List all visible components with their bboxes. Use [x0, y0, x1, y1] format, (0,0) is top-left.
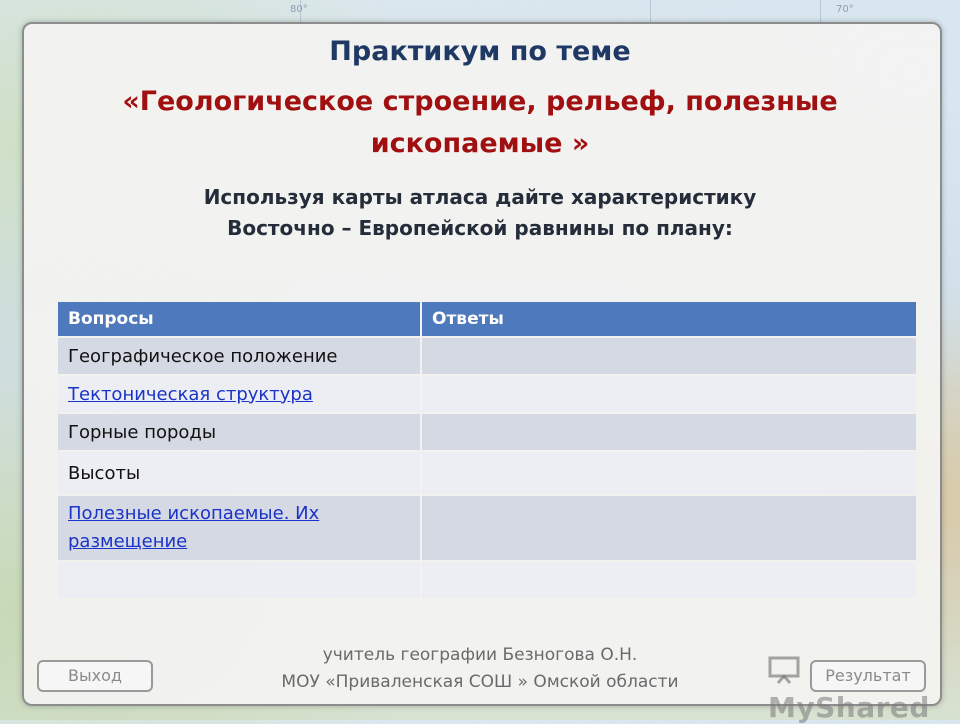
table-row	[58, 414, 916, 450]
header-answers: Ответы	[422, 302, 916, 336]
footer-author: учитель географии Безногова О.Н.	[322, 645, 638, 665]
answer-cell[interactable]	[422, 414, 916, 450]
map-grid-label: 80°	[290, 4, 308, 15]
answer-cell[interactable]	[422, 376, 916, 412]
presentation-icon	[768, 654, 800, 691]
footer-school: МОУ «Приваленская СОШ » Омской области	[281, 672, 679, 692]
minerals-link[interactable]	[68, 503, 319, 552]
slide-title-line-2: «Геологическое строение, рельеф, полезные	[122, 86, 838, 117]
map-meridian-2	[650, 0, 651, 22]
answer-cell[interactable]	[422, 496, 916, 560]
answer-cell[interactable]	[422, 452, 916, 494]
question-cell	[58, 496, 420, 560]
table-row	[58, 562, 916, 598]
question-cell	[58, 562, 420, 598]
answer-cell[interactable]	[422, 338, 916, 374]
table-row	[58, 338, 916, 374]
question-cell: Горные породы	[58, 414, 420, 450]
slide-title-line-3: ископаемые »	[370, 128, 590, 159]
answer-cell[interactable]	[422, 562, 916, 598]
result-button[interactable]: Результат	[810, 660, 926, 692]
task-instruction-line-1: Используя карты атласа дайте характеристику	[203, 185, 757, 209]
question-cell	[58, 376, 420, 412]
task-instruction-line-2: Восточно – Европейской равнины по плану:	[227, 216, 733, 240]
slide-title-topic	[0, 81, 960, 165]
watermark	[768, 654, 930, 724]
minerals-link-line-2: размещение	[68, 531, 188, 552]
table-row	[58, 376, 916, 412]
task-instruction	[0, 182, 960, 244]
map-meridian-3	[820, 0, 821, 22]
table-row	[58, 496, 916, 560]
question-cell: Географическое положение	[58, 338, 420, 374]
exit-button[interactable]: Выход	[37, 660, 153, 692]
header-questions: Вопросы	[58, 302, 420, 336]
minerals-link-line-1: Полезные ископаемые. Их	[68, 503, 320, 524]
tectonic-structure-link[interactable]: Тектоническая структура	[68, 383, 313, 405]
question-cell: Высоты	[58, 452, 420, 494]
table-header-row	[58, 302, 916, 336]
watermark-text: MyShared	[768, 691, 930, 724]
map-grid-label: 70°	[836, 4, 854, 15]
table-row	[58, 452, 916, 494]
plan-table	[56, 300, 918, 600]
slide-title-line-1: Практикум по теме	[329, 36, 631, 67]
